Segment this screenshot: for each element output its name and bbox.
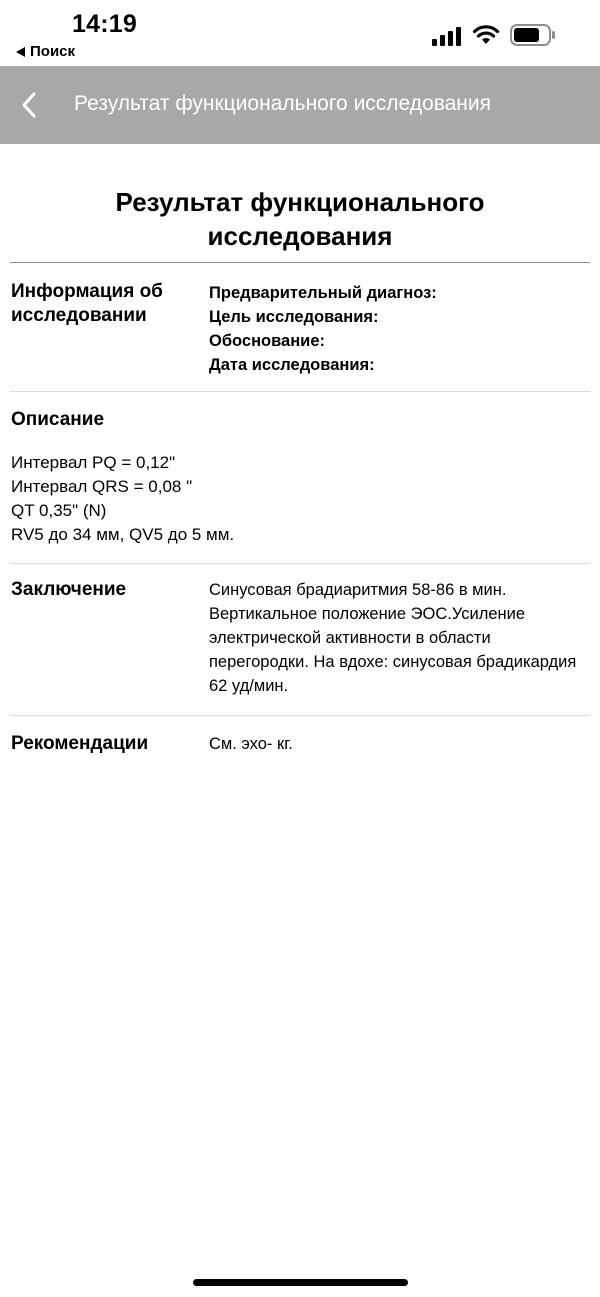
description-line: QT 0,35" (N)	[11, 501, 107, 520]
result-content	[0, 144, 600, 253]
description-section-label: Описание	[11, 409, 105, 430]
nav-title: Результат функционального исследования	[74, 92, 491, 115]
navigation-bar	[0, 66, 600, 144]
description-line: Интервал PQ = 0,12"	[11, 453, 176, 472]
description-line: RV5 до 34 мм, QV5 до 5 мм.	[11, 525, 235, 544]
conclusion-section-label: Заключение	[11, 579, 127, 600]
info-section-label: Информация об исследовании	[11, 281, 163, 326]
recommendations-section-label: Рекомендации	[11, 733, 149, 754]
section-divider	[10, 391, 590, 392]
signal-icon	[432, 26, 462, 46]
section-divider	[10, 563, 590, 564]
field-study-purpose: Цель исследования:	[209, 308, 379, 326]
section-divider	[10, 715, 590, 716]
battery-icon	[510, 24, 556, 46]
home-indicator[interactable]	[193, 1279, 408, 1286]
wifi-icon	[472, 23, 500, 45]
field-preliminary-diagnosis: Предварительный диагноз:	[209, 284, 437, 302]
back-to-app-link[interactable]	[16, 43, 75, 60]
page-title: Результат функционального исследования	[115, 187, 485, 251]
back-triangle-icon	[16, 47, 25, 57]
description-line: Интервал QRS = 0,08 "	[11, 477, 193, 496]
status-time: 14:19	[72, 10, 137, 38]
field-study-date: Дата исследования:	[209, 356, 375, 374]
nav-back-button[interactable]	[14, 86, 44, 124]
back-app-label: Поиск	[30, 43, 76, 60]
info-fields	[209, 281, 437, 377]
chevron-left-icon	[21, 92, 37, 118]
recommendations-text: См. эхо- кг.	[209, 735, 293, 753]
conclusion-text: Синусовая брадиаритмия 58-86 в мин. Вертикальное положение ЭОС.Усиление электрической активности в области перегородки. На вдохе: синусовая брадикардия 62 уд/мин.	[209, 581, 577, 695]
status-bar	[0, 0, 600, 66]
description-text	[11, 451, 234, 547]
title-divider	[10, 262, 590, 263]
field-justification: Обоснование:	[209, 332, 325, 350]
